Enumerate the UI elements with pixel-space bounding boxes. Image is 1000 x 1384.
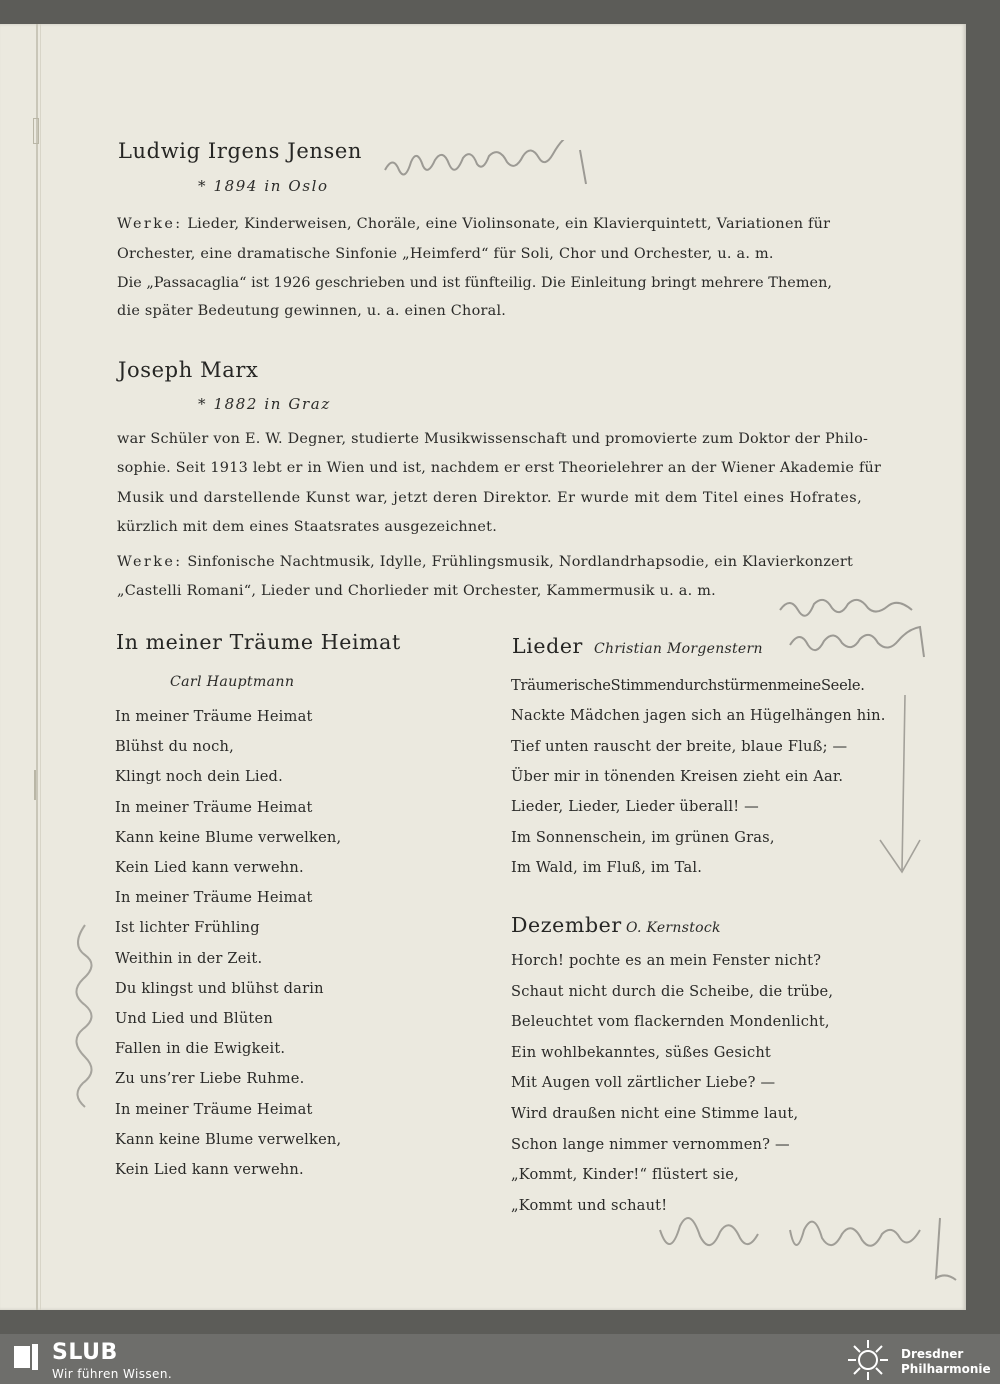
partner-name-line-2: Philharmonie bbox=[901, 1362, 991, 1376]
composer-heading-marx: Joseph Marx bbox=[118, 358, 259, 382]
marx-works-line-2: „Castelli Romani“, Lieder und Chorlieder mit Orchester, Kammermusik u. a. m. bbox=[117, 583, 716, 599]
poem-line: Klingt noch dein Lied. bbox=[115, 768, 283, 786]
poem-line: Blühst du noch, bbox=[115, 738, 234, 756]
jensen-works-line-1 bbox=[117, 210, 830, 239]
philharmonie-logo-icon bbox=[842, 1338, 894, 1382]
footer-bar bbox=[0, 1334, 1000, 1384]
poem-line: Kein Lied kann verwehn. bbox=[115, 859, 304, 876]
handwritten-pencil-note bbox=[380, 140, 630, 190]
poem-line: Und Lied und Blüten bbox=[115, 1010, 273, 1027]
poem-author-heimat: Carl Hauptmann bbox=[170, 674, 295, 690]
poem-line: „Kommt, Kinder!“ flüstert sie, bbox=[511, 1166, 739, 1184]
handwritten-signature bbox=[640, 1210, 970, 1290]
poem-line: In meiner Träume Heimat bbox=[115, 1100, 313, 1118]
poem-line: In meiner Träume Heimat bbox=[115, 708, 313, 725]
poem-line: Wird draußen nicht eine Stimme laut, bbox=[511, 1105, 799, 1122]
marx-bio-line-1: war Schüler von E. W. Degner, studierte Musikwissenschaft und promovierte zum Doktor der Philo- bbox=[117, 431, 869, 447]
slub-logo-icon bbox=[12, 1342, 40, 1372]
binding-fold-edge bbox=[40, 24, 41, 1310]
marx-bio-line-3: Musik und darstellende Kunst war, jetzt deren Direktor. Er wurde mit dem Titel eines Hofrates, bbox=[117, 490, 863, 506]
binding-fold bbox=[36, 24, 38, 1310]
composer-birth-jensen: * 1894 in Oslo bbox=[198, 177, 329, 195]
poem-line: Zu uns’rer Liebe Ruhme. bbox=[115, 1070, 305, 1088]
poem-line: Tief unten rauscht der breite, blaue Fluß; — bbox=[511, 737, 848, 755]
poem-title-heimat: In meiner Träume Heimat bbox=[116, 630, 401, 654]
poem-line: TräumerischeStimmendurchstürmenmeineSeele. bbox=[511, 677, 865, 694]
marx-works-line-1 bbox=[117, 548, 853, 577]
jensen-paragraph-line-2: die später Bedeutung gewinnen, u. a. einen Choral. bbox=[117, 303, 507, 319]
jensen-paragraph-line-1: Die „Passacaglia“ ist 1926 geschrieben und ist fünfteilig. Die Einleitung bringt mehrere Themen, bbox=[117, 275, 833, 291]
poem-line: Mit Augen voll zärtlicher Liebe? — bbox=[511, 1074, 776, 1092]
poem-line: Weithin in der Zeit. bbox=[115, 949, 263, 967]
poem-title-lieder: Lieder bbox=[512, 634, 583, 658]
jensen-works-line-2: Orchester, eine dramatische Sinfonie „Heimferd“ für Soli, Chor und Orchester, u. a. m. bbox=[117, 246, 774, 262]
poem-line: Nackte Mädchen jagen sich an Hügelhängen hin. bbox=[511, 707, 886, 725]
works-label: Werke: bbox=[117, 554, 183, 570]
poem-line: In meiner Träume Heimat bbox=[115, 889, 313, 907]
poem-line: „Kommt und schaut! bbox=[511, 1196, 668, 1214]
works-text: Lieder, Kinderweisen, Choräle, eine Violinsonate, ein Klavierquintett, Variationen für bbox=[182, 216, 831, 232]
slub-tagline: Wir führen Wissen. bbox=[52, 1367, 173, 1381]
binding-mark bbox=[34, 770, 38, 800]
poem-line: Über mir in tönenden Kreisen zieht ein Aar. bbox=[511, 767, 844, 785]
poem-line: Fallen in die Ewigkeit. bbox=[115, 1040, 286, 1058]
poem-line: Ist lichter Frühling bbox=[115, 919, 260, 937]
poem-line: Beleuchtet vom flackernden Mondenlicht, bbox=[511, 1013, 830, 1031]
poem-line: Schon lange nimmer vernommen? — bbox=[511, 1135, 790, 1153]
poem-line: Im Wald, im Fluß, im Tal. bbox=[511, 858, 703, 876]
binding-mark bbox=[33, 118, 39, 144]
works-label: Werke: bbox=[117, 216, 183, 232]
poem-line: Kein Lied kann verwehn. bbox=[115, 1161, 304, 1178]
works-text: Sinfonische Nachtmusik, Idylle, Frühlingsmusik, Nordlandrhapsodie, ein Klavierkonzert bbox=[182, 554, 854, 570]
poem-line: Ein wohlbekanntes, süßes Gesicht bbox=[511, 1043, 771, 1061]
poem-line: In meiner Träume Heimat bbox=[115, 798, 313, 816]
poem-author-lieder: Christian Morgenstern bbox=[594, 641, 763, 657]
poem-author-dezember: O. Kernstock bbox=[626, 920, 721, 936]
composer-birth-marx: * 1882 in Graz bbox=[198, 395, 331, 413]
handwritten-pencil-note bbox=[770, 590, 960, 680]
marx-bio-line-4: kürzlich mit dem eines Staatsrates ausgezeichnet. bbox=[117, 519, 498, 535]
poem-line: Kann keine Blume verwelken, bbox=[115, 1130, 342, 1148]
handwritten-margin-note bbox=[55, 920, 105, 1140]
poem-title-dezember: Dezember bbox=[511, 913, 622, 937]
poem-line: Schaut nicht durch die Scheibe, die trübe, bbox=[511, 982, 834, 1000]
partner-name-line-1: Dresdner bbox=[901, 1347, 964, 1361]
poem-line: Im Sonnenschein, im grünen Gras, bbox=[511, 828, 775, 846]
slub-name: SLUB bbox=[52, 1340, 118, 1365]
poem-line: Kann keine Blume verwelken, bbox=[115, 828, 342, 846]
poem-line: Horch! pochte es an mein Fenster nicht? bbox=[511, 952, 822, 969]
marx-bio-line-2: sophie. Seit 1913 lebt er in Wien und ist, nachdem er erst Theorielehrer an der Wiener Akademie für bbox=[117, 460, 882, 476]
poem-line: Lieder, Lieder, Lieder überall! — bbox=[511, 798, 759, 816]
composer-heading-jensen: Ludwig Irgens Jensen bbox=[118, 139, 363, 163]
poem-line: Du klingst und blühst darin bbox=[115, 979, 324, 997]
